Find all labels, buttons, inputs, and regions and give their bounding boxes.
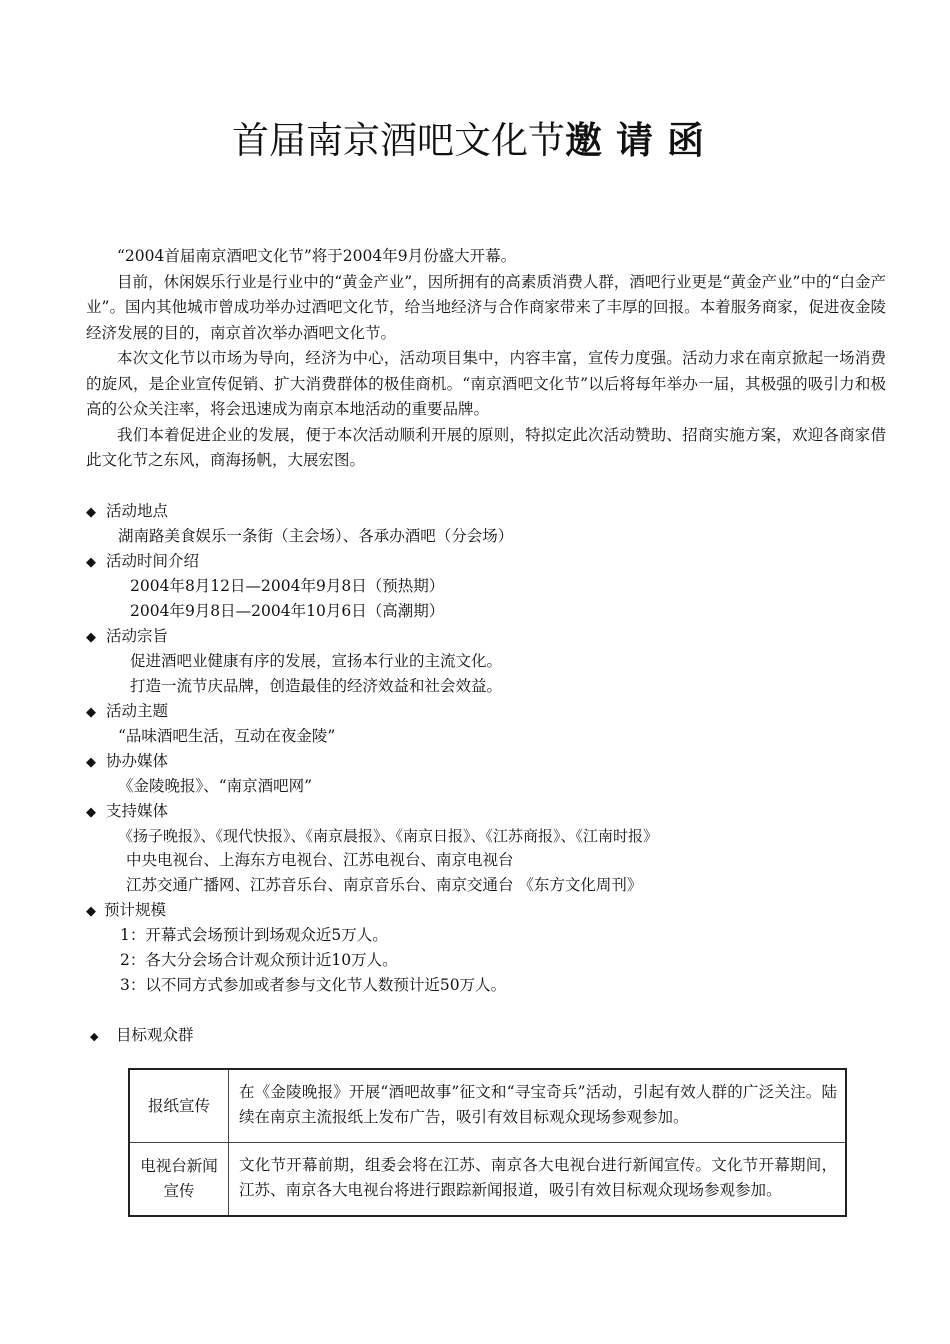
intro-paragraph: 目前，休闲娱乐行业是行业中的“黄金产业”，因所拥有的高素质消费人群，酒吧行业更是“黄金产业”中的“白金产业”。国内其他城市曾成功举办过酒吧文化节，给当地经济与合作商家带来了丰厚的回报。本着服务商家，促进夜金陵经济发展的目的，南京首次举办酒吧文化节。 <box>86 272 886 342</box>
section-theme-heading: ◆ 活动主题 <box>86 699 168 725</box>
scale-line: 3：以不同方式参加或者参与文化节人数预计近50万人。 <box>120 976 507 994</box>
diamond-bullet-icon: ◆ <box>86 755 96 770</box>
section-scale-heading: ◆ 预计规模 <box>86 898 166 924</box>
venue-line: 湖南路美食娱乐一条街（主会场）、各承办酒吧（分会场） <box>118 527 514 545</box>
diamond-bullet-icon: ◆ <box>86 805 96 820</box>
table-value-cell: 文化节开幕前期，组委会将在江苏、南京各大电视台进行新闻宣传。文化节开幕期间，江苏、南京各大电视台将进行跟踪新闻报道，吸引有效目标观众现场参观参加。 <box>229 1143 847 1217</box>
intro-text <box>86 244 886 474</box>
support-media-line: 中央电视台、上海东方电视台、江苏电视台、南京电视台 <box>126 851 514 869</box>
diamond-bullet-icon: ◆ <box>86 505 96 520</box>
table-row <box>129 1069 846 1143</box>
time-line: 2004年8月12日—2004年9月8日（预热期） <box>130 577 445 595</box>
diamond-bullet-icon: ◆ <box>86 555 96 570</box>
section-purpose-heading: ◆ 活动宗旨 <box>86 624 168 650</box>
theme-line: “品味酒吧生活，互动在夜金陵” <box>118 727 336 745</box>
diamond-bullet-icon: ◆ <box>86 904 96 919</box>
title-emphasis: 邀请函 <box>565 118 718 162</box>
intro-paragraph: 本次文化节以市场为导向，经济为中心，活动项目集中，内容丰富，宣传力度强。活动力求在南京掀起一场消费的旋风，是企业宣传促销、扩大消费群体的极佳商机。“南京酒吧文化节”以后将每年举办一届，其极强的吸引力和极高的公众关注率，将会迅速成为南京本地活动的重要品牌。 <box>86 349 886 418</box>
time-line: 2004年9月8日—2004年10月6日（高潮期） <box>130 602 445 620</box>
section-support-media-heading: ◆ 支持媒体 <box>86 799 168 825</box>
section-time-heading: ◆ 活动时间介绍 <box>86 549 199 575</box>
intro-paragraph: “2004首届南京酒吧文化节”将于2004年9月份盛大开幕。 <box>117 247 517 265</box>
section-audience-heading: ◆ 目标观众群 <box>90 1023 194 1049</box>
table-key-cell: 电视台新闻宣传 <box>129 1143 229 1217</box>
section-co-media-heading: ◆ 协办媒体 <box>86 749 168 775</box>
diamond-bullet-icon: ◆ <box>86 630 96 645</box>
purpose-line: 打造一流节庆品牌，创造最佳的经济效益和社会效益。 <box>130 677 503 695</box>
scale-line: 1：开幕式会场预计到场观众近5万人。 <box>120 926 388 944</box>
diamond-bullet-icon: ◆ <box>90 1030 99 1043</box>
purpose-line: 促进酒吧业健康有序的发展，宣扬本行业的主流文化。 <box>130 652 503 670</box>
table-row <box>129 1143 846 1217</box>
audience-table <box>128 1068 847 1217</box>
table-key-cell: 报纸宣传 <box>129 1069 229 1143</box>
section-venue-heading: ◆ 活动地点 <box>86 499 168 525</box>
co-media-line: 《金陵晚报》、“南京酒吧网” <box>118 777 313 795</box>
diamond-bullet-icon: ◆ <box>86 705 96 720</box>
table-value-cell: 在《金陵晚报》开展“酒吧故事”征文和“寻宝奇兵”活动，引起有效人群的广泛关注。陆续在南京主流报纸上发布广告，吸引有效目标观众现场参观参加。 <box>229 1069 847 1143</box>
support-media-line: 《扬子晚报》、《现代快报》、《南京晨报》、《南京日报》、《江苏商报》、《江南时报》 <box>118 827 659 845</box>
page-title <box>0 112 950 169</box>
intro-paragraph: 我们本着促进企业的发展，便于本次活动顺利开展的原则，特拟定此次活动赞助、招商实施方案，欢迎各商家借此文化节之东风，商海扬帆，大展宏图。 <box>86 425 886 469</box>
scale-line: 2：各大分会场合计观众预计近10万人。 <box>120 951 398 969</box>
title-main: 首届南京酒吧文化节 <box>232 119 565 162</box>
support-media-line: 江苏交通广播网、江苏音乐台、南京音乐台、南京交通台 《东方文化周刊》 <box>126 876 643 894</box>
